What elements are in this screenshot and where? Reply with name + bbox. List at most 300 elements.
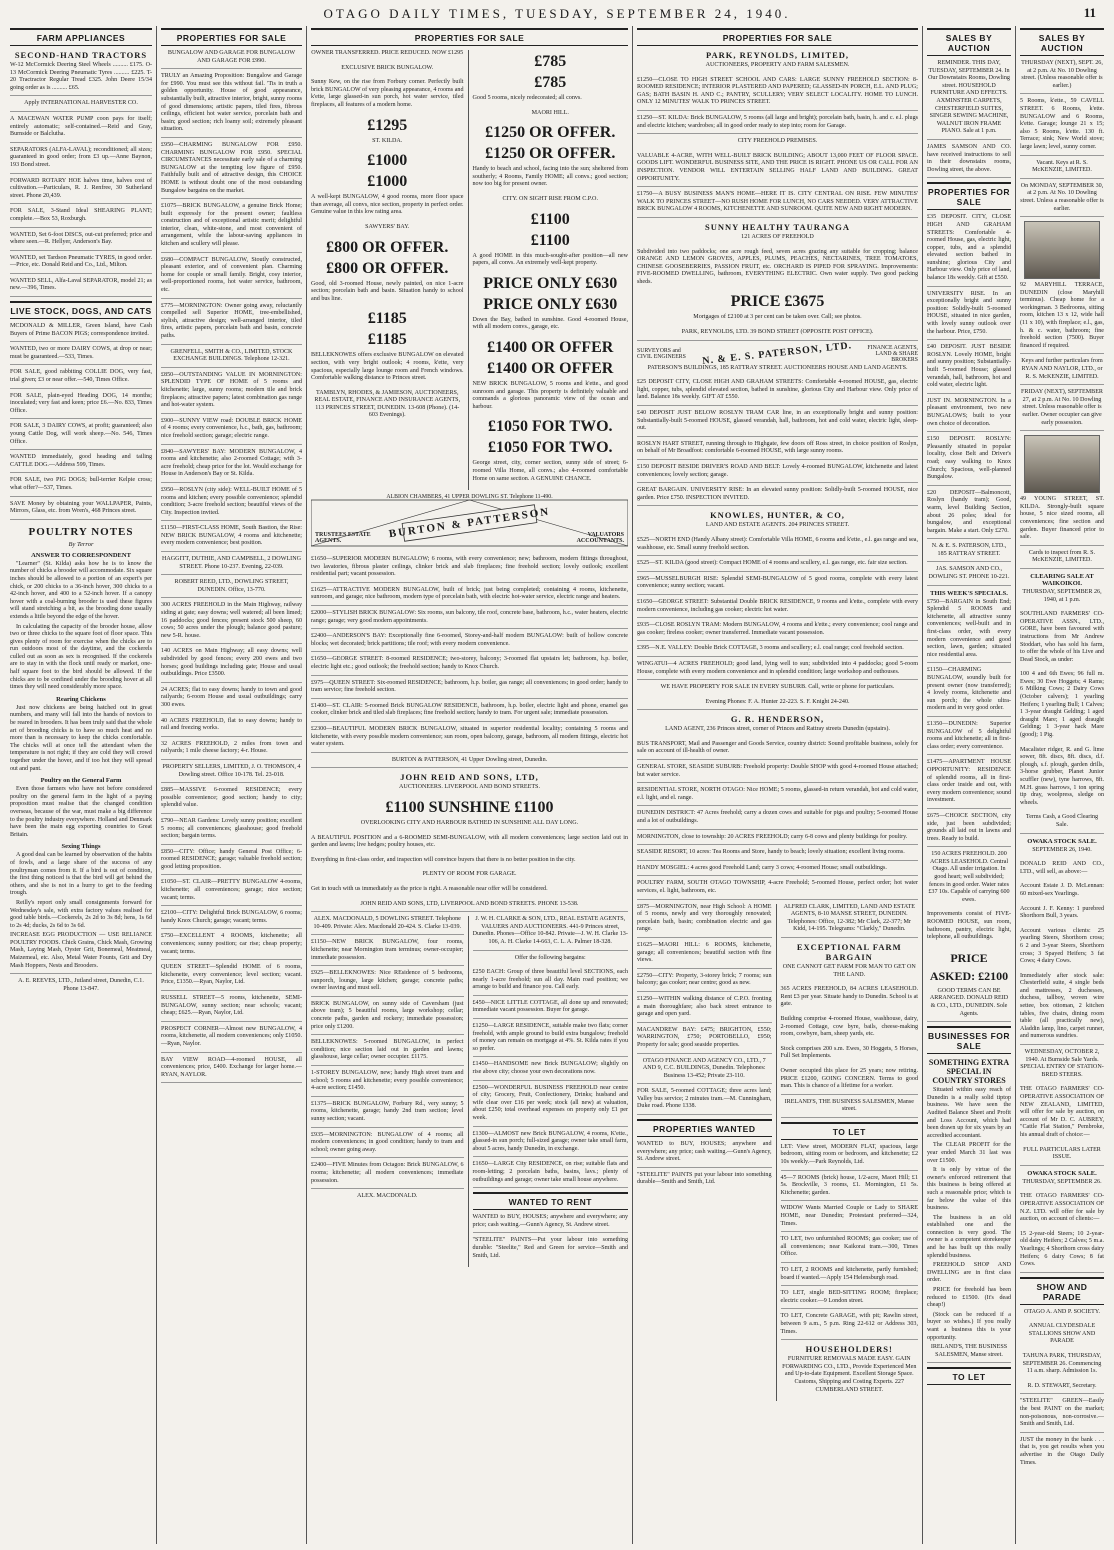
classified-ad: BELLEKNOWES: 5-roomed BUNGALOW, in perfect condition; nice section laid out in garden and lawns; glasshouse, large cellar; owner occupier. £1175.	[311, 1039, 464, 1066]
page-columns	[6, 26, 1108, 1544]
specials-title: THIS WEEK'S SPECIALS.	[930, 589, 1008, 597]
classified-ad: TAHUNA PARK, THURSDAY, SEPTEMBER 26. Commencing 11 a.m. sharp. Admission 1s.	[1022, 1353, 1102, 1375]
classified-ad: £790—NEAR Gardens: Lovely sunny position; excellent 5 rooms; all conveniences; glasshouse; good freehold section; bargain terms.	[161, 818, 302, 845]
article-paragraph: "Learner" (St. Kilda) asks how he is to know the number of chicks a brooder will accommodate. Six square inches should be allowed to a portion of an expert's per chick, or 200 chicks to a 36-inch hover, 300 chicks to a 42-inch hover, and 400 to a 52-inch hover. If a canopy hover with a coal-burning brooder is used these figures will stand stretching a bit, as the brooding done usually extends a little beyond the edge of the hover.	[10, 560, 152, 620]
classified-ad: THURSDAY (NEXT), SEPT. 26, at 2 p.m. At No. 10 Dowling street. (Unless reasonable offer is earlier.)	[1020, 60, 1104, 94]
house-photo	[1024, 221, 1100, 279]
paterson-header	[637, 340, 918, 367]
classified-ad: £775—MORNINGTON: Owner going away, reluctantly compelled sell Superior HOME, tree-embellished, stylish, attractive design; well-arranged interior, tiled fires, artistic papers, porcelain bath and basin, concrete paths.	[161, 303, 302, 345]
agent-signature: N. & E. S. PATERSON, LTD., 185 RATTRAY STREET.	[927, 543, 1011, 562]
price-display: £1000	[367, 152, 408, 170]
article-subhead: ANSWER TO CORRESPONDENT	[31, 551, 131, 559]
banner-left-caption: TRUSTEES ESTATE AGENTS.	[315, 532, 371, 545]
agent-signature: IRELAND'S, THE BUSINESS SALESMEN, Manse street.	[781, 1099, 919, 1118]
properties-two-up	[307, 50, 632, 490]
classified-ad: CITY FREEHOLD PREMISES.	[737, 138, 818, 145]
classified-ad: Owner occupied this place for 25 years; now retiring. PRICE £1200, GOING CONCERN. Terms to good man. This is chance of a lifetime for a worker.	[781, 1068, 919, 1095]
classified-ad: SAWYERS' BAY.	[365, 223, 410, 230]
classified-ad: £750—EXCELLENT 4 ROOMS, kitchenette; all conveniences; sunny position; car rise; cheap property; vacant; terms.	[161, 933, 302, 960]
classified-ad: BUNGALOW AND GARAGE FOR BUNGALOW AND GARAGE FOR £990.	[161, 50, 302, 69]
price-display: £1100	[530, 231, 570, 249]
classified-ad: TO LET, Concrete GARAGE, with pit; Rawlin street, between 9 a.m., 5 p.m. Ring 22-612 or Address 303, Times.	[781, 1313, 919, 1340]
section-head-properties-wanted: PROPERTIES WANTED	[637, 1119, 772, 1137]
classified-ad: £2750—CITY: Property, 3-storey brick; 7 rooms; sun balcony; gas cooker; near centre; good as new.	[637, 973, 772, 992]
article-paragraph: Just now chickens are being hatched out in great numbers, and many will fall into the hands of novices to be reared in brooders. It has been truly said that the whole art of brooding chicks is to have so much heat and no more than is necessary to keep the chicks comfortable. The chicks will at once tell the attendant when the temperature is not right; if they are cold they will crowd together under the hover, and if too hot they will spread out and pant.	[10, 704, 152, 772]
classified-ad: Improvements consist of FIVE-ROOMED HOUSE, sun room, bathroom, pantry, electric light, telephone, all outbuildings.	[927, 911, 1011, 941]
agent-signature: JAS. SAMSON AND CO., DOWLING ST. PHONE 10-221.	[927, 566, 1011, 585]
classified-ad: ALEX. MACDONALD, 5 DOWLING STREET. Telephone 10-409. Private: Alex. Macdonald 20-424. S. Clarke 13-039.	[311, 916, 464, 935]
classified-ad: ANNUAL CLYDESDALE STALLIONS SHOW AND PARADE	[1028, 1323, 1096, 1345]
classified-ad: £35 DEPOSIT. CITY, CLOSE HIGH AND GRAHAM STREETS: Comfortable 4-roomed House, gas, electric light, copper, tubs, and a splendid elevated section bathed in sunshine; glorious City and Harbour view. Only price of land, balance 18s weekly. Gift at £550.	[927, 214, 1011, 286]
classified-ad: WANTED to BUY, HOUSES; anywhere and everywhere; any price; cash waiting.—Gunn's Agency, St. Andrew street.	[473, 1214, 629, 1233]
ad-headline: SECOND-HAND TRACTORS	[14, 50, 148, 60]
classified-ad: £250 EACH: Group of three beautiful level SECTIONS, each nearly 1-acre freehold; sun all day. Main road position; we arrange to build and finance you. Call early.	[473, 969, 629, 996]
classified-ad: WANTED, Set 6-foot DISCS, out-cut preferred; price and where seen.—R. Hellyer, Anderson's Bay.	[10, 232, 152, 251]
classified-ad: WIDOW Wants Married Couple or Lady to SHARE HOME, near Dunedin; Protestant preferred—324, Times.	[781, 1205, 919, 1232]
tauranga-subtitle: 121 ACRES OF FREEHOLD	[741, 233, 814, 240]
classified-ad: £1450—HANDSOME new Brick BUNGALOW; slightly on rise above city; choose your own decorations now.	[473, 1061, 629, 1080]
classified-ad: TRULY an Amazing Proposition: Bungalow and Garage for £990. You must see this without fail. 'Tis in truth a golden opportunity. House of good appearance, substantially built, attractive interior, bright, sunny rooms of good dimensions; artistic papers, tiled fires, fibrous ceilings, efficient hot water service, porcelain bath and basin; good section; rich loamy soil; extremely pleasant situation.	[161, 73, 302, 138]
classified-ad: £1250—WITHIN walking distance of C.P.O. fronting a main thoroughfare; also back street entrance to garage and open yard.	[637, 996, 772, 1023]
classified-ad: BUS TRANSPORT, Mail and Passenger and Goods Service, country district: Sound profitable business, solely for sale on account of ill-health of owner.	[637, 741, 918, 760]
price-display: £1100 SUNSHINE £1100	[385, 798, 554, 816]
classified-ad: REMINDER. THIS DAY, TUESDAY, SEPTEMBER 24. In Our Downstairs Rooms, Dowling street. HOUSEHOLD FURNITURE AND EFFECTS. AXMINSTER CARPETS, CHESTERFIELD SUITES, SINGER SEWING MACHINE, WALNUT IRON FRAME PIANO. Sale at 1 p.m.	[927, 60, 1011, 140]
classified-ad: A BEAUTIFUL POSITION and a 6-ROOMED SEMI-BUNGALOW, with all modern conveniences; large section laid out in garden and lawns; live hedges; poultry houses, etc.	[311, 834, 628, 849]
classified-ad: ROBERT REED, LTD., DOWLING STREET, DUNEDIN. Office, 13-770.	[161, 579, 302, 598]
classified-ad: A. E. REEVES, LTD., Jutland street, Dunedin, C.1. Phone 13-847.	[18, 978, 144, 992]
classified-ad: £1650—GEORGE STREET: Substantial Double BRICK RESIDENCE, 9 rooms and k'ette., complete with every modern convenience, including gas cooker; electric hot water.	[637, 599, 918, 618]
section-head-properties: PROPERTIES FOR SALE	[927, 182, 1011, 210]
classified-ad: TO LET, two unfurnished ROOMS; gas cooker; use of all conveniences; near Kaikorai tram.—300, Times Office.	[781, 1236, 919, 1263]
classified-ad: JAMES SAMSON AND CO. have received instructions to sell in their downstairs rooms, Dowling street, the above.	[927, 144, 1011, 178]
classified-ad: "STEELITE" PAINTS—Put your labour into something durable: "Steelite," Red and Green for service—Smith and Smith, Ltd.	[472, 1237, 628, 1259]
classified-ad: HAGGITT, DUTHIE, AND CAMPBELL, 2 DOWLING STREET. Phone 10-237. Evening, 22-039.	[161, 556, 302, 575]
classified-ad: PROPERTY SELLERS, LIMITED, J. O. THOMSON, 4 Dowling street. Office 10-178. Tel. 23-018.	[161, 764, 302, 783]
price-display: £1295	[367, 116, 408, 134]
classified-ad: £885—MASSIVE 6-roomed RESIDENCE; every possible convenience; good section; handy to city; splendid value.	[161, 787, 302, 814]
classified-ad: WEDNESDAY, OCTOBER 2, 1940. At Burnside Sale Yards. SPECIAL ENTRY OF STATION-BRED STEERS.	[1020, 1049, 1104, 1078]
section-head-properties: PROPERTIES FOR SALE	[161, 28, 302, 46]
classified-ad: WINGATUI—4 ACRES FREEHOLD; good land, lying well to sun; subdivided into 4 paddocks; good 5-room House, complete with every modern convenience and in splendid condition; large workshop and outhouses.	[637, 661, 918, 680]
classified-ad: MACANDREW BAY: £475; BRIGHTON, £550; WARRINGTON, £750; PORTOBELLO, £950; Property for sale; good seaside properties.	[637, 1027, 772, 1054]
classified-ad: £450—NICE LITTLE COTTAGE, all done up and renovated; immediate vacant possession. Buyer for garage.	[473, 1000, 629, 1019]
burton-patterson-banner	[311, 494, 628, 552]
firm-name-park-reynolds: PARK, REYNOLDS, LIMITED,	[705, 50, 850, 60]
classified-ad: HANDY MOSGIEL: 4 acres good Freehold Land; carry 3 cows; 4-roomed House; small outbuildings.	[637, 865, 918, 877]
paterson-right-caption: FINANCE AGENTS, LAND & SHARE BROKERS	[867, 344, 918, 363]
owaka-sale-title: OWAKA STOCK SALE.	[1027, 1169, 1097, 1177]
classified-ad: Macalister ridger, R. and G. lime sower, 8ft. discs, 8ft. discs, d.f. plough, s.f. plough, garden drills, 3-horse grubber, Planet Junior scuffler (new), tyne harrows, 8ft. M.H. grass harrows, 1 ton spring tip dray, woolpress, sledge on wheels.	[1020, 746, 1104, 806]
classified-ad: 300 ACRES FREEHOLD in the Main Highway, railway siding at gate; easy downs; well watered; all been limed; 16 paddocks; good fences; present stock 500 sheep, 60 cows; 50 acres under the plough; balance good pasture; new 5-R. house.	[161, 602, 302, 644]
classified-ad: OTAGO A. AND P. SOCIETY.	[1023, 1308, 1101, 1315]
agent-signature: BURTON & PATTERSON, 41 Upper Dowling street, Dunedin.	[311, 757, 628, 769]
classified-ad: OWNER TRANSFERRED. PRICE REDUCED. NOW £1295	[311, 50, 464, 56]
classified-ad: RUSSELL STREET—5 rooms, kitchenette, SEMI-BUNGALOW, sunny section; near schools; vacant; cheap; £625.—Ryan, Naylor, Ltd.	[161, 995, 302, 1022]
classified-ad: RESIDENTIAL STORE, NORTH OTAGO: Nice HOME; 5 rooms, glassed-in return verandah, hot and cold water, e.l. light, and el. range.	[637, 787, 918, 806]
classified-ad: THURSDAY, SEPTEMBER 26.	[1022, 1178, 1102, 1185]
classified-ad: £950—CHARMING BUNGALOW FOR £950. CHARMING BUNGALOW FOR £950. SPECIAL CIRCUMSTANCES necessitate early sale of a charming BUNGALOW at the tempting low figure of £950. Faithfully built and of attractive design, this CHOICE HOME is without doubt one of the most outstanding Bungalow bargains on the market.	[161, 142, 302, 199]
classified-ad: SEPARATORS (ALFA-LAVAL); reconditioned; all sizes; guaranteed in good order; from £3 up.—Anne Baynon, 193 Bond street.	[10, 147, 152, 174]
subcolumn-macdonald	[307, 916, 469, 1267]
classified-ad: A well-kept BUNGALOW, 4 good rooms, more floor space than average, all convs, nice section, property in perfect order. Genuine value in this low rating area.	[311, 194, 464, 216]
firm-subtitle: AUCTIONEERS, PROPERTY AND FARM SALESMEN.	[705, 62, 850, 68]
classified-ad: £40 DEPOSIT JUST BELOW ROSLYN TRAM CAR line, in an exceptionally bright and sunny position: Substantially-built 5-roomed HOUSE, glassed verandah, hall, bathroom, hot and cold water, electric light, sleep-out.	[637, 410, 918, 437]
classified-ad: £850—CITY: Office; handy General Post Office; 6-roomed RESIDENCE; garage; valuable freehold section; good letting proposition.	[161, 849, 302, 876]
classified-ad: 1-STOREY BUNGALOW, new; handy High street tram and school; 5 rooms and kitchenette; every possible convenience; 4-acre section; £1450.	[311, 1070, 464, 1097]
classified-ad: £395—N.E. VALLEY: Double Brick COTTAGE, 3 rooms and scullery; e.l. coal range; cool freehold section.	[637, 645, 918, 657]
classified-ad: £1250—ST. KILDA: Brick BUNGALOW, 5 rooms (all large and bright); porcelain bath, basin, h. and c. e.l. plugs and electric kitchen; wardrobes; all in good order ready to step into; room for Garage.	[637, 115, 918, 134]
classified-ad: 49 YOUNG STREET, ST. KILDA. Strongly-built square house, 5 nice sized rooms, all conveniences; fine section and garden. Buyer financed prior to sale.	[1020, 496, 1104, 546]
classified-ad: MCDONALD & MILLER, Green Island, have Cash Buyers of Prime BACON PIGS; correspondence invited.	[10, 323, 152, 342]
classified-ad: LET: View street, MODERN FLAT, spacious, large bedroom, sitting room or bedroom, and kitchenette; £2 10s weekly.—Park Reynolds, Ltd.	[781, 1144, 919, 1171]
subcolumn-clarke	[469, 916, 633, 1267]
price-display: £1050 FOR TWO.	[487, 439, 613, 457]
article-paragraph: Even those farmers who have not before considered poultry on the general farm in the light of a paying proposition must realise that the changed condition overseas, because of the war, must make a big difference to the poultry industry everywhere. Holland and Denmark have been the main egg exporting countries to Great Britain.	[10, 786, 152, 838]
classified-ad: BELLEKNOWES offers exclusive BUNGALOW on elevated section, with very bright outlook; 4 rooms, k'ette, very spacious, especially large lounge room and French windows. Comfortable walking distance to Princes street.	[311, 352, 464, 382]
article-subhead: Poultry on the General Farm	[40, 777, 122, 785]
classified-ad: £525—ST. KILDA (good street): Compact HOME of 4 rooms and scullery, e.l. gas range, etc. fair size section.	[637, 560, 918, 572]
classified-ad: JUST IN. MORNINGTON. In a pleasant environment, two new BUNGALOWS; built to your own choice of decoration.	[927, 398, 1011, 432]
classified-ad: PLENTY OF ROOM FOR GARAGE.	[422, 871, 517, 878]
page-number: 11	[1083, 5, 1096, 20]
classified-ad: Building comprise 4-roomed House, washhouse, dairy, 2-roomed Cottage, cow byre, bails, cheese-making room, cowbyre, barn, sheep yards, etc.	[780, 1015, 918, 1038]
classified-ad: £1350—DUNEDIN: Superior BUNGALOW of 5 delightful rooms and kitchenette; all in first-class order; every convenience.	[927, 721, 1011, 755]
classified-ad: Down the Bay, bathed in sunshine. Good 4-roomed House, with all modern convs., garage, etc.	[472, 316, 628, 331]
classified-ad: £680—COMPACT BUNGALOW, Stoutly constructed, pleasant exterior, and of convenient plan. Charming home for couple or small family. Bright, cosy interior, well-proportioned rooms, hot water service, bathroom, etc.	[161, 257, 302, 299]
classified-ad: DONALD REID AND CO., LTD., will sell, as above:—	[1020, 861, 1104, 875]
section-head-properties: PROPERTIES FOR SALE	[637, 28, 918, 46]
firm-name-knowles-hunter: KNOWLES, HUNTER, & CO,	[710, 510, 845, 521]
price-display: £785	[534, 53, 567, 70]
classified-ad: £1625—MAORI HILL: 6 ROOMS, kitchenette, garage; all conveniences; beautiful section with fine views.	[637, 942, 772, 969]
classified-ad: £2000—STYLISH BRICK BUNGALOW: Six rooms, sun balcony, tile roof, concrete base, bathroom, h.c., water heaters, electric range; garage; very good modern appointments.	[311, 610, 628, 629]
owaka-sale-title: OWAKA STOCK SALE.	[1027, 837, 1097, 845]
classified-ad: FORWARD ROTARY HOE halves time, halves cost of cultivation.—Particulars, R. J. Renfree, 30 Sutherland street. Phone 20,439.	[10, 178, 152, 205]
banner-right-caption: VALUATORS ACCOUNTANTS.	[576, 532, 624, 545]
classified-ad: ST. KILDA.	[372, 137, 403, 144]
price-display: £1185	[367, 310, 407, 328]
classified-ad: £1375—BRICK BUNGALOW, Forbury Rd., very sunny; 5 rooms, kitchenette, garage; handy 2nd tram section; level sunny section; vacant.	[311, 1101, 464, 1128]
price-display: £785	[534, 74, 567, 91]
classified-ad: Stock comprises 200 s.m. Ewes, 30 Hoggets, 5 Horses, Full Set Implements.	[780, 1045, 918, 1060]
classified-ad: SEASIDE RESORT, 10 acres: Tea Rooms and Store, handy to beach; lovely situation; excellent living rooms.	[637, 849, 918, 861]
section-head-show-and-parade: SHOW AND PARADE	[1020, 1277, 1104, 1305]
price-display: PRICE ONLY £630	[483, 274, 618, 292]
classified-ad: £1650—GEORGE STREET: 8-roomed RESIDENCE; two-storey, balcony; 3-roomed flat upstairs let; bathroom, h.p. boiler, electric light etc.; good outlook; the freehold section; handy to Knox Church.	[311, 656, 628, 675]
classified-ad: FOR SALE, 3 DAIRY COWS, at profit; guaranteed; also young Cattle Dog, will work sheep.—No. 546, Times Office.	[10, 423, 152, 450]
classified-ad: £1400—ST. CLAIR: 5-roomed Brick BUNGALOW RESIDENCE, bathroom, h.p. boiler, electric light and phone, enamel gas cooker, clinker brick and tiled slab fireplaces; fine freehold section; handy to tram. For urgent sale; immediate possession.	[311, 703, 628, 722]
classified-ad: £2400—FIVE Minutes from Octagon: Brick BUNGALOW, 6 rooms; kitchenette; all modern conveniences; immediate possession.	[311, 1162, 464, 1189]
price-display: £1400 OR OFFER	[487, 338, 614, 356]
classified-ad: NEW BRICK BUNGALOW, 5 rooms and k'ette., and good sunroom and garage. This property is definitely valuable and commands a glorious panoramic view of the ocean and harbour.	[472, 380, 628, 410]
agent-signature: GOOD TERMS CAN BE ARRANGED. DONALD REID & CO., LTD., DUNEDIN. Sole Agents.	[927, 988, 1011, 1022]
classified-ad: OVERLOOKING CITY AND HARBOUR BATHED IN SUNSHINE ALL DAY LONG.	[360, 819, 579, 826]
classified-ad: WANTED to BUY, HOUSES; anywhere and everywhere; any price; cash waiting.—Gunn's Agency, St. Andrew street.	[637, 1141, 772, 1168]
classified-ad: A good HOME in this much-sought-after position—all new papers, all convs. An extremely well-kept property.	[472, 252, 628, 267]
classified-ad: 140 ACRES on Main Highway; all easy downs; well subdivided by good fences; every 200 ewes and two horses; good buildings including gate; House and usual outbuildings. Price £3500.	[161, 648, 302, 682]
agent-signature: IRELAND'S, THE BUSINESS SALESMEN, Manse street.	[927, 1344, 1011, 1363]
classified-ad: £1150—NEW BRICK BUNGALOW, four rooms, kitchenette; near Mornington tram terminus; owner-occupier; immediate possession.	[311, 939, 464, 966]
classified-ad: FOR SALE, 3-Stand Ideal SHEARING PLANT; complete.—Box 53, Roxburgh.	[10, 208, 152, 227]
classified-ad: £965—MUSSELBURGH RISE: Splendid SEMI-BUNGALOW of 5 good rooms, complete with every latest convenience; sunny section; vacant.	[637, 576, 918, 595]
classified-ad: 24 ACRES; flat to easy downs; handy to town and good railyards; 6-room House and usual outbuildings; carry 300 ewes.	[161, 687, 302, 714]
price-display: £1250 OR OFFER.	[485, 145, 616, 163]
classified-ad: J. W. H. CLARKE & SON, LTD., REAL ESTATE AGENTS, VALUERS AND AUCTIONEERS. 441-9 Princes street, Dunedin. Phones—Office 10-842. Private—J. W. H. Clarke 13-106, A. H. Clarke 14-663, C. L. A. Palmer 18-328.	[473, 916, 629, 950]
classified-ad: Immediately after stock sale: Chesterfield suite, 4 single beds and mattresses, 2 duchesses, duchess, tallboy, woven wire settee, box ottoman, 2 kitchen tables, five chairs, dining room table (all practically new), Aladdin lamp, lino, carpet runner, and numerous sundries.	[1020, 973, 1104, 1045]
classified-ad: Cards to inspect from R. S. McKENZIE, LIMITED.	[1020, 550, 1104, 569]
subcolumn-clark	[777, 904, 919, 1402]
classified-ad: Keys and further particulars from RYAN AND NAYLOR, LTD., or R. S. McKENZIE, LIMITED.	[1020, 358, 1104, 385]
classified-ad: Account Estate J. D. McLennan: 60 mixed-sex Yearlings.	[1020, 883, 1104, 897]
classified-ad: 5 Rooms, k'ette., 59 CAVELL STREET. 6 Rooms, k'ette. BUNGALOW and 6 Rooms, k'ette. Garage; lounge 21 x 15; also 5 Rooms, k'ette. 130 ft. Terrace; sink; New World stove; large lawn; level, sunny corner.	[1020, 98, 1104, 155]
section-head-properties: PROPERTIES FOR SALE	[311, 28, 628, 46]
business-paragraph: (Stock can be reduced if a buyer so wishes.) If you really want a business this is your opportunity.	[927, 1311, 1011, 1341]
firm-subtitle: LAND AGENT, 236 Princes street, corner of Princes and Rattray streets Dunedin (upstairs).	[665, 726, 890, 733]
firm-name-henderson: G. R. HENDERSON,	[730, 714, 825, 725]
classified-ad: Get in touch with us immediately as the price is right. A reasonable near offer will be considered.	[311, 885, 548, 892]
classified-ad: Mortgages of £2100 at 3 per cent can be taken over. Call; see photos.	[693, 314, 862, 321]
classified-ad: £1300—ALMOST new Brick BUNGALOW, 4 rooms, K'ette., glassed-in sun porch; full-sized garage; owner take small farm, about 5 acres, handy Dunedin, in exchange.	[473, 1131, 629, 1158]
classified-ad: PROSPECT CORNER—Almost new BUNGALOW, 4 rooms, kitchenette, all modern conveniences; only £1050.—Ryan, Naylor.	[161, 1026, 302, 1053]
classified-ad: £2400—ANDERSON'S BAY: Exceptionally fine 6-roomed, Storey-and-half modern BUNGALOW: built of hollow concrete blocks; wet decorated; brick partitions; tile roof; with every modern convenience.	[311, 633, 628, 652]
classified-ad: OTAGO FINANCE AND AGENCY CO., LTD., 7 AND 9, C.C. BUILDINGS, Dunedin. Telephones: Business 13-452; Private 23-110.	[637, 1058, 772, 1085]
classified-ad: £2100—CITY: Delightful Brick BUNGALOW, 6 rooms; handy Knox Church; garage; vacant; terms.	[161, 910, 302, 929]
classified-ad: WANTED immediately, good heading and tailing CATTLE DOG.—Address 599, Times.	[10, 454, 152, 473]
newspaper-title: OTAGO DAILY TIMES, TUESDAY, SEPTEMBER 24, 1940.	[323, 6, 791, 21]
price-display: £1100	[530, 210, 570, 228]
classified-ad: £750—BARGAIN in South End; Splendid 5 ROOMS and kitchenette, all attractive sunny conveniences; well-built and in first-class order, with every modern convenience and good section, lawn, garden; situated nice residential area.	[927, 599, 1011, 664]
classified-ad: MORNINGTON, close to township: 20 ACRES FREEHOLD; carry 6-8 cows and plenty buildings for poultry.	[637, 834, 918, 846]
classified-ad: On MONDAY, SEPTEMBER 30, at 2 p.m. At No. 10 Dowling street. Unless a reasonable offer is earlier.	[1020, 183, 1104, 217]
classified-ad: BAY VIEW ROAD—4-roomed HOUSE, all conveniences; price, £400. Exchange for larger home.—RYAN, NAYLOR.	[161, 1057, 302, 1084]
business-paragraph: PRICE for freehold has been reduced to £1500. (It's dead cheap!)	[927, 1287, 1011, 1309]
classified-ad: ALFRED CLARK, LIMITED, LAND AND ESTATE AGENTS, 8-10 MANSE STREET, DUNEDIN. Telephones: Office, 12-382; Mr Clark, 22-377; Mr Kidd, 14-195. Telegrams: "Clarkly," Dunedin.	[781, 904, 919, 938]
clearing-sale-title: CLEARING SALE AT WAIKOIKOI.	[1030, 572, 1094, 587]
classified-ad: POULTRY FARM, SOUTH OTAGO TOWNSHIP, 4-acre Freehold; 5-roomed House, perfect order; hot water services, el. light, bathroom, etc.	[637, 880, 918, 899]
classified-ad: 32 ACRES FREEHOLD, 2 miles from town and railyards; 1 mile cheese factory; 4-r. House.	[161, 741, 302, 760]
classified-ad: Subdivided into two paddocks; one acre rough feed, seven acres grazing any suitable for cropping; balance ORANGE AND LEMON GROVES, APPLES, PLUMS, PEACHES, NECTARINES, TREE TOMATOES, CHINESE GOOSEBERRIES, PASSION FRUIT, etc. ORCHARD IS PIPED FOR SPRAYING. Improvements: FIVE-ROOMED DWELLING, bathroom, EVERYTHING ELECTRIC. Own water supply. Two good packing sheds.	[637, 248, 918, 285]
classified-ad: £1250—LARGE RESIDENCE, suitable make two flats; corner freehold, with ample ground to build extra bungalow; freehold of money can remain on mortgage at 4%. St. Kilda rates if you so prefer.	[473, 1023, 629, 1057]
article-paragraph: Reilly's report only small consignments forward for Wednesday's sale, with extra factory values realised for good table birds.—Cockerels, 2s 2d to 3s 8d; hens, 1s 6d to 2s 4d; ducks, 2s 6d to 3s 6d.	[10, 899, 152, 929]
classified-ad: Handy to beach and school, facing into the sun; sheltered from southerly; 4 Rooms, Family HOME; all convs.; good section; now too big for present owner.	[472, 166, 628, 188]
classified-ad: Account various clients: 25 yearling Steers, Shorthorn cross; 6 2 and 3-year Steers, Shorthorn cross; 3 Spayed Heifers; 3 fat Cows; 4 dairy Cows.	[1020, 927, 1104, 965]
classified-ad: Good, old 3-roomed House, newly painted, on nice 1-acre section; porcelain bath and basin. Situation handy to school and bus line.	[311, 280, 464, 302]
subcolumn-mornington	[637, 904, 777, 1402]
firm-subtitle: PATERSON'S BUILDINGS, 185 RATTRAY STREET. AUCTIONEERS HOUSE AND LAND AGENTS.	[647, 364, 908, 371]
classified-ad: A MACEWAN WATER PUMP coon pays for itself; entirely automatic; self-contained.—Reid and Gray, Burnside or Balclutha.	[10, 116, 152, 143]
classified-ad: "STEELITE" PAINTS put your labour into something durable—Smith and Smith, Ltd.	[637, 1171, 772, 1186]
classified-ad: FOR SALE, plain-eyed Heading DOG, 14 months; inoculated; very fast and keen; price £6.—No. 833, Times Office.	[10, 393, 152, 420]
price-display: £1185	[367, 331, 407, 349]
masthead	[0, 0, 1114, 24]
classified-ad: £675—CHOICE SECTION, city side, just been subdivided; grounds all laid out in lawns and trees. Ready to build.	[927, 813, 1011, 847]
firm-name-paterson: N. & E. S. PATERSON, LTD.	[702, 340, 853, 367]
subcolumn-tamblyn	[307, 50, 469, 490]
classified-ad: £1650—SUPERIOR MODERN BUNGALOW; 6 rooms, with every convenience; new; bathroom, modern fittings throughout, two lavatories, fibrous plaster ceilings, clinker brick and slab fireplaces; fine freehold section; lovely outlook; excellent residential part; vacant possession.	[311, 556, 628, 583]
price-display: £1000	[367, 173, 408, 191]
firm-name-john-reid: JOHN REID AND SONS, LTD,	[400, 772, 539, 783]
banner-chambers: ALBION CHAMBERS, 41 UPPER DOWLING ST. Telephone 11-490.	[386, 494, 553, 501]
section-head-live-stock: LIVE STOCK, DOGS, AND CATS	[10, 301, 152, 319]
section-head-businesses: BUSINESSES FOR SALE	[927, 1026, 1011, 1054]
classified-ad: GRENFELL, SMITH & CO., LIMITED, STOCK EXCHANGE BUILDINGS. Telephone 12-321.	[161, 349, 302, 368]
classified-ad: UNIVERSITY RISE. In an exceptionally bright and sunny position: Solidly-built 5-roomed HOUSE, situated in nice garden, with lovely sunny outlook over the harbour. Price, £750.	[927, 291, 1011, 341]
classified-ad: Offer the following bargains:	[514, 954, 586, 961]
classified-ad: GENERAL STORE, SEASIDE SUBURB: Freehold property: Double SHOP with good 4-roomed House attached; but water service.	[637, 764, 918, 783]
price-display: £1050 FOR TWO.	[487, 418, 613, 436]
classified-ad: BRICK BUNGALOW, on sunny side of Caversham (just above tram); 5 beautiful rooms, large workshop; cellar; concrete paths, garden and rockery; immediate possession; price only £1200.	[311, 1001, 464, 1035]
classified-ad: CITY. ON SIGHT RISE FROM C.P.O.	[502, 195, 598, 202]
burton-listings	[307, 556, 632, 912]
classified-ad: £40 DEPOSIT. JUST BESIDE ROSLYN. Lovely HOME, bright and sunny position; Substantially-built 5-roomed House; glassed verandah, hall, bathroom, hot and cold water, electric light.	[927, 344, 1011, 394]
paterson-left-caption: SURVEYORS and CIVIL ENGINEERS	[637, 347, 686, 360]
classified-ad: FOR SALE, good rabbiting COLLIE DOG, very fast, trial given; £3 or near offer.—540, Times Office.	[10, 369, 152, 388]
classified-ad: Everything in first-class order, and inspection will convince buyers that there is no better position in the city.	[311, 856, 576, 863]
classified-ad: £1750—A BUSY BUSINESS MAN'S HOME—HERE IT IS. CITY CENTRAL ON RISE. FEW MINUTES' WALK TO PRINCES STREET—NO RUSH HOME FOR LUNCH, NO CARS NEEDED. VERY ATTRACTIVE BRICK BUNGALOW 4 ROOMS, KITCHENETTE AND SUNROOM. QUITE NEW AND RIGHT MODERN.	[637, 191, 918, 218]
business-title: SOMETHING EXTRA SPECIAL IN COUNTRY STORES	[928, 1058, 1010, 1086]
column-auction-1	[922, 26, 1015, 1544]
classified-ad: JUST the money in the bank . . . that is, you get results when you advertise in the Otago Daily Times.	[1020, 1436, 1104, 1466]
classified-ad: £975—QUEEN STREET: Six-roomed RESIDENCE; bathroom, h.p. boiler, gas range; all conveniences; in good order; handy to tram service; fine freehold section.	[311, 680, 628, 699]
classified-ad: £875—MORNINGTON, near High School: A HOME of 5 rooms, newly and very thoroughly renovated; porcelain bath, basin; combination electric and gas range.	[637, 904, 772, 938]
tauranga-title: SUNNY HEALTHY TAURANGA	[705, 221, 850, 232]
classified-ad: £1075—BRICK BUNGALOW, a genuine Brick Home; built expressly for the present owner; faultless construction and of exceptional artistic merit; delightful interior, clean, white-stone, and most convenient of arrangement, while the labour-saving appliances in kitchen and scullery will please.	[161, 203, 302, 253]
classified-ad: DUNEDIN DISTRICT: 47 Acres freehold; carry a dozen cows and suitable for pigs and poultry; 5-roomed House and a lot of outbuildings.	[637, 810, 918, 829]
agent-signature: R. D. STEWART, Secretary.	[1020, 1383, 1104, 1395]
business-paragraph: FREEHOLD SHOP AND DWELLING are in first class order.	[927, 1262, 1011, 1284]
classified-ad: 45—7 ROOMS (brick) house, 1/2-acre, Maori Hill; £1 5s. Brockville, 3 rooms, £1. Mornington, £1 5s. Kitchenette; garden.	[781, 1175, 919, 1202]
classified-ad: INCREASE EGG PRODUCTION — USE RELIANCE POULTRY FOODS. Chick Grains, Chick Mash, Growing Mash, Laying Mash, Oyster Grit, Bonemeal, Meatmeal, Maizemeal, etc. Also, Metal Water Founts, Grit and Dry Mash Hoppers, Nests and Brooders.	[10, 932, 152, 974]
classified-ad	[10, 50, 152, 96]
classified-ad: WE HAVE PROPERTY FOR SALE IN EVERY SUBURB. Call, write or phone for particulars.	[660, 684, 895, 691]
firm-subtitle: AUCTIONEERS. LIVERPOOL AND BOND STREETS.	[399, 784, 540, 791]
price-display: PRICE £3675	[730, 293, 825, 311]
col5-lower-two-up	[637, 904, 918, 1402]
classified-ad: TO LET, 2 ROOMS and kitchenette, partly furnished; board if wanted.—Apply 154 Helensburgh road.	[781, 1267, 919, 1286]
classified-ad: Terms Cash, a Good Clearing Sale.	[1020, 814, 1104, 833]
column-properties-3	[632, 26, 922, 1544]
classified-ad: ONE CANNOT GET FARM FOR MAN TO GET ON THE LAND.	[782, 963, 916, 978]
classified-ad: £1150—FIRST-CLASS HOME, South Bastion, the Rise: NEW BRICK BUNGALOW, 4 rooms and kitchenette; every modern convenience; best position.	[161, 525, 302, 552]
classified-ad: 40 ACRES FREEHOLD, flat to easy downs; handy to rail and freezing works.	[161, 718, 302, 737]
article-subhead: Sexing Things	[61, 843, 101, 851]
classified-ad: £935—MORNINGTON: BUNGALOW of 4 rooms; all modern conveniences; in good condition; handy to tram and school; owner going away.	[311, 1132, 464, 1159]
classified-ad: FOR SALE, 5-roomed COTTAGE; three acres land; Valley bus service; 2 minutes tram.—M. Cunningham, Duke road. Phone 1338.	[637, 1088, 772, 1115]
price-display: £1400 OR OFFER	[487, 359, 614, 377]
article-paragraph: A good deal can be learned by observation of the habits of fowls, and a large share of the success of any poultryman comes from it. If a bird is out of condition, the first thing noticed is that the bird will get behind the others, and she is not in a hurry to get to the feeding trough.	[10, 852, 152, 897]
price-display: PRICE ONLY £630	[483, 295, 618, 313]
agent-signature: PARK, REYNOLDS, LTD. 39 BOND STREET (OPPOSITE POST OFFICE).	[637, 329, 918, 341]
classified-ad: Evening Phones: F. A. Hunter 22-223. S. F. Knight 24-240.	[637, 699, 918, 711]
agent-signature: TAMBLYN, RHODES, & JAMIESON, AUCTIONEERS, REAL ESTATE, FINANCE AND INSURANCE AGENTS, 113 PRINCES STREET, DUNEDIN. 13-608 (Phone). (14-603 Evenings).	[314, 389, 461, 419]
classified-ad: FURNITURE REMOVALS MADE EASY. GAIN FORWARDING CO., LTD., Provide Experienced Men and Up-to-date Equipment. Excellent Storage Space. Customs, Shipping and Costing Experts. 227 CUMBERLAND STREET.	[782, 1356, 917, 1393]
classified-ad: SEPTEMBER 26, 1940.	[1032, 846, 1092, 853]
section-head-sales-by-auction: SALES BY AUCTION	[1020, 28, 1104, 56]
section-head-farm-appliances: FARM APPLIANCES	[10, 28, 152, 46]
classified-ad: £150 DEPOSIT. ROSLYN: Pleasantly situated in popular locality, close Belt and Driver's road; easy walking to Knox Church; Spacious, well-planned Bungalow.	[927, 436, 1011, 486]
classified-ad: Account J. F. Kenny: 1 purebred Shorthorn Bull, 3 years.	[1020, 905, 1104, 920]
classified-ad: £950—ROSLYN (city side): WELL-BUILT HOME of 5 rooms and kitchen; every possible convenience; splendid condition; 3-acre freehold section; beautiful views of the City. Inspection invited.	[161, 487, 302, 521]
farm-bargain-title: EXCEPTIONAL FARM BARGAIN	[796, 941, 902, 962]
classified-ad: WANTED, set Tardson Pneumatic TYRES, in good order.—Price, etc. Donald Reid and Co., Ltd., Milton.	[10, 255, 152, 274]
agent-signature: JOHN REID AND SONS, LTD, LIVERPOOL AND BOND STREETS. PHONE 13-538.	[311, 901, 628, 913]
column-farm-appliances	[6, 26, 156, 1544]
price-display: £800 OR OFFER.	[326, 259, 449, 277]
price-display: PRICE ASKED: £2100	[929, 950, 1009, 983]
classified-ad: £25 DEPOSIT CITY, CLOSE HIGH AND GRAHAM STREETS: Comfortable 4-roomed HOUSE, gas, electric light, copper, tubs, splendid elevated section, bathed in sunshine, glorious City and Harbour view. Only price of land. Balance 18s weekly. GIFT AT £550.	[637, 379, 918, 406]
classified-ad: MAORI HILL.	[531, 109, 569, 116]
article-title-poultry: POULTRY NOTES	[28, 525, 134, 538]
classified-ad: TO LET, single BED-SITTING ROOM; fireplace; electric cooker.—9 London street.	[781, 1290, 919, 1309]
classified-ad: FULL PARTICULARS LATER ISSUE.	[1020, 1147, 1104, 1166]
classified-ad: SOUTHLAND FARMERS' CO-OPERATIVE ASSN., LTD., GORE, have been favoured with instructions from Mr Andrew Stoddart, who has sold his farm, to offer the whole of his Live and Dead Stock, as under:	[1020, 611, 1104, 663]
classified-ad: VALUABLE 4-ACRE, WITH WELL-BUILT BRICK BUILDING; ABOUT 13,000 FEET OF FLOOR SPACE. GOODS LIFT. WONDERFUL BUSINESS SITE, AND THE PRICE IS RIGHT. PHONE US OR CALL FOR AN INSPECTION. VENDOR WILL ENTERTAIN SELLING HALF LAND AND BUILDING. GREAT OPPORTUNITY.	[637, 153, 918, 187]
removals-title: HOUSEHOLDERS!	[805, 1344, 893, 1355]
classified-ad: £925—BELLEKNOWES: Nice REsidence of 5 bedrooms, sunporch, lounge, large kitchen; garage; concrete paths; owner leaving and must sell.	[311, 970, 464, 997]
subcolumn-burton	[469, 50, 633, 490]
classified-ad: £1625—ATTRACTIVE MODERN BUNGALOW, built of brick; just being completed; containing 4 rooms, kitchenette, sunroom, and garage; nice bathroom, modern type of porcelain bath, with electric hot-water service, electric range and heaters.	[311, 587, 628, 606]
classified-ad: WANTED SELL, Alfa-Laval SEPARATOR, model 21; as new.—396, Times.	[10, 278, 152, 297]
classified-ad: £525—NORTH END (Handy Albany street): Comfortable Villa HOME, 6 rooms and k'ette., e.l. gas range and sea, washhouse, etc. Small sunny freehold section.	[637, 537, 918, 556]
classified-ad: £1250—CLOSE TO HIGH STREET SCHOOL AND CARS: LARGE SUNNY FREEHOLD SECTION: 8-ROOMED RESIDENCE; INTERIOR PLASTERED AND PAPERED; GLASSED-IN PORCH, E.L. AND PLUG; GAS; BATH BASIN H. AND C.; PANTRY, SCULLERY; VERY SELECT LOCALITY. HOME TO LUNCH. ONLY 12 MINUTES' WALK TO PRINCES STREET.	[637, 77, 918, 111]
banner-firm-name: BURTON & PATTERSON	[388, 505, 551, 541]
classified-ad: £935—CLOSE ROSLYN TRAM: Modern BUNGALOW, 4 rooms and k'ette.; every convenience; cool range and gas cooker; fireless cooker; owner transferred. Immediate vacant possession.	[637, 622, 918, 641]
classified-ad: ROSLYN HART STREET, running through to Highgate, few doors off Ross street, in choice position of Roslyn, on behalf of Mr Broadfoot: comfortable 6-roomed HOUSE, with large sunny rooms.	[637, 441, 918, 460]
classified-ad: WANTED, two or more DAIRY COWS, at drop or near; must be guaranteed.—533, Times.	[10, 346, 152, 365]
classified-ad: £20 DEPOSIT—Balmoncott, Roslyn (handy tram); Good, warm, level Building Section, about 26 poles; ideal for bungalow, and exceptional bargain. Make a start. Only £270.	[927, 490, 1011, 540]
classified-ad: FRIDAY (NEXT), SEPTEMBER 27, at 2 p.m. At No. 10 Dowling street. Unless reasonable offer is earlier. Owner occupier can give early possession.	[1020, 389, 1104, 431]
classified-ad: GREAT BARGAIN. UNIVERSITY RISE: In an elevated sunny position: Solidly-built 5-roomed HOUSE, nice garden. Price £750. INSPECTION INVITED.	[637, 487, 918, 506]
properties-two-up-lower	[307, 916, 632, 1267]
classified-ad: £1475—APARTMENT HOUSE OPPORTUNITY: RESIDENCE of splendid rooms, all in first-class order inside and out, with every modern convenience; sound investment.	[927, 759, 1011, 809]
firm-subtitle: LAND AND ESTATE AGENTS. 204 PRINCES STREET.	[705, 522, 850, 529]
classified-ad: THE OTAGO FARMERS' CO-OPERATIVE ASSOCIATION OF NEW ZEALAND, LIMITED, will offer for sale by auction, on account of Mr D. C. AUBREY, "Cattle Flat Station," Pembroke, his annual draft of choice:—	[1020, 1086, 1104, 1138]
classified-ad: SAVE Money by obtaining your WALLPAPER, Paints, Mirrors, Glass, etc. from Wren's, 468 Princes street.	[10, 501, 152, 520]
article-byline: By Terror	[68, 540, 94, 548]
classified-ad: Good 5 rooms, nicely redecorated; all convs.	[472, 95, 582, 101]
classified-ad: 15 2-year-old Steers; 10 2-year-old dairy Heifers; 2 Calves; 5 m.a. Yearlings; 4 Shorthorn cross dairy Heifers; 6 dairy Cows; 8 fat Cows.	[1020, 1231, 1104, 1273]
article-subhead: Rearing Chickens	[56, 695, 106, 703]
classified-ad: Apply INTERNATIONAL HARVESTER CO.	[10, 100, 152, 112]
classified-ad: £840—SAWYERS' BAY: MODERN BUNGALOW, 4 rooms and kitchenette; also 2-roomed Cottage; with 3-acre freehold; cheap price for the lot. Would exchange for House in Anderson's Bay or St. Kilda.	[161, 449, 302, 483]
classified-ad: £1050—ST. CLAIR—PRETTY BUNGALOW 4-rooms, kitchenette; all conveniences; garage; nice section; vacant; terms.	[161, 879, 302, 906]
price-display: £800 OR OFFER.	[326, 238, 449, 256]
classified-ad: £2300—BEAUTIFUL MODERN BRICK BUNGALOW, situated in superior residential locality; containing 5 rooms and kitchenette, with every possible modern convenience; sun room, open balcony, garage, bathroom, all modern fittings, electric hot water system.	[311, 726, 628, 753]
article-paragraph: In calculating the capacity of the brooder house, allow two or three chicks to the square foot of floor space. This gives plenty of room for exercise when the chicks are to run outdoors most of the daytime, and the cockerels culled out as soon as sex is recognised. If the cockerels are to stay in with the flock until ready or market, one-half square foot to the bird should be allowed. If the chicks are to be confined under the brooding hover at all times they will need considerably more space.	[10, 623, 152, 691]
classified-ad: £1650—LARGE City RESIDENCE, on rise; suitable flats and room-letting; 2 porcelain baths, basins, lavs.; plenty of outbuildings and garage; owner take small house anywhere.	[473, 1161, 629, 1188]
classified-ad: Vacant. Keys at R. S. McKENZIE, LIMITED.	[1020, 160, 1104, 179]
classified-ad: George street, city, corner section, sunny side of street; 6-roomed Villa Home, all convs.; also 4-roomed comfortable Home on same section. A GENUINE CHANCE.	[472, 460, 628, 482]
classified-ad: £850—OUTSTANDING VALUE IN MORNINGTON: SPLENDID TYPE OF HOME of 5 rooms and kitchenette; large, sunny rooms; modern tile and brick fireplaces; attractive papers; latest combination gas range and hot-water system.	[161, 372, 302, 414]
classified-ad: THE OTAGO FARMERS' CO-OPERATIVE ASSOCIATION OF N.Z. LTD. will offer for sale by auction, on account of clients:—	[1020, 1193, 1104, 1223]
business-paragraph: Situated within easy reach of Dunedin is a really solid tiptop business. We have seen the Audited Balance Sheet and Profit and Loss Account, which had been drawn up for six years by an accredited accountant.	[927, 1087, 1011, 1139]
classified-ad: 150 ACRES FREEHOLD. 200 ACRES LEASEHOLD. Central Otago. All under irrigation. In good heart; well subdivided; fences in good order. Water rates £37 10s. Capable of carrying 600 ewes.	[928, 851, 1010, 903]
classified-ad: £150 DEPOSIT BESIDE DRIVER'S ROAD AND BELT: Lovely 4-roomed BUNGALOW, kitchenette and latest conveniences; lovely section; garage.	[637, 464, 918, 483]
classified-ad: FOR SALE, two PIG DOGS; bull-terrier Kelpie cross; what offer?—537, Times.	[10, 477, 152, 496]
classified-ad: £1150—CHARMING BUNGALOW, soundly built for present owner (now transferred); 4 lovely rooms, kitchenette and sun porch; the whole ultra-modern and in very good order.	[927, 667, 1011, 717]
business-paragraph: The CLEAR PROFIT for the year ended March 31 last was over £1500.	[927, 1142, 1011, 1164]
classified-ad: QUEEN STREET—Splendid HOME of 6 rooms, kitchenette, every convenience; level section; vacant. Price, £1350.—Ryan, Naylor, Ltd.	[161, 964, 302, 991]
classified-ad: EXCLUSIVE BRICK BUNGALOW.	[341, 64, 434, 71]
classified-ad: 92 MARYHILL TERRACE, DUNEDIN (close Maryhill terminus). Cheap home for a workingman. 3 Bedrooms, sitting room, kitchen 13 x 12, wide hall (11 x 10), with fireplace; e.l., gas, h. & c. water, bathroom; fine freehold section (7500). Buyer financed if required.	[1020, 282, 1104, 354]
business-paragraph: The business is an old established one and the connection is very good. The owner is a competent storekeeper and he has built up this really splendid business.	[927, 1214, 1011, 1259]
column-properties-1	[156, 26, 306, 1544]
ad-text: W-12 McCormick Deering Steel Wheels .......... £175. O-13 McCormick Deering Pneumatic Tyres .......... £225. T-20 Tractractor Regular Tread £325. John Deere 15/34 going order as is .......... £65.	[10, 62, 152, 91]
section-head-sales-by-auction: SALES BY AUCTION	[927, 28, 1011, 56]
house-photo	[1024, 435, 1100, 493]
section-head-to-let: TO LET	[927, 1367, 1011, 1385]
classified-ad: £900—SUNNY VIEW road: DOUBLE BRICK HOME of 4 rooms; every convenience, h.c., bath, gas, bathroom; nice freehold section; garage; electric range.	[161, 418, 302, 445]
